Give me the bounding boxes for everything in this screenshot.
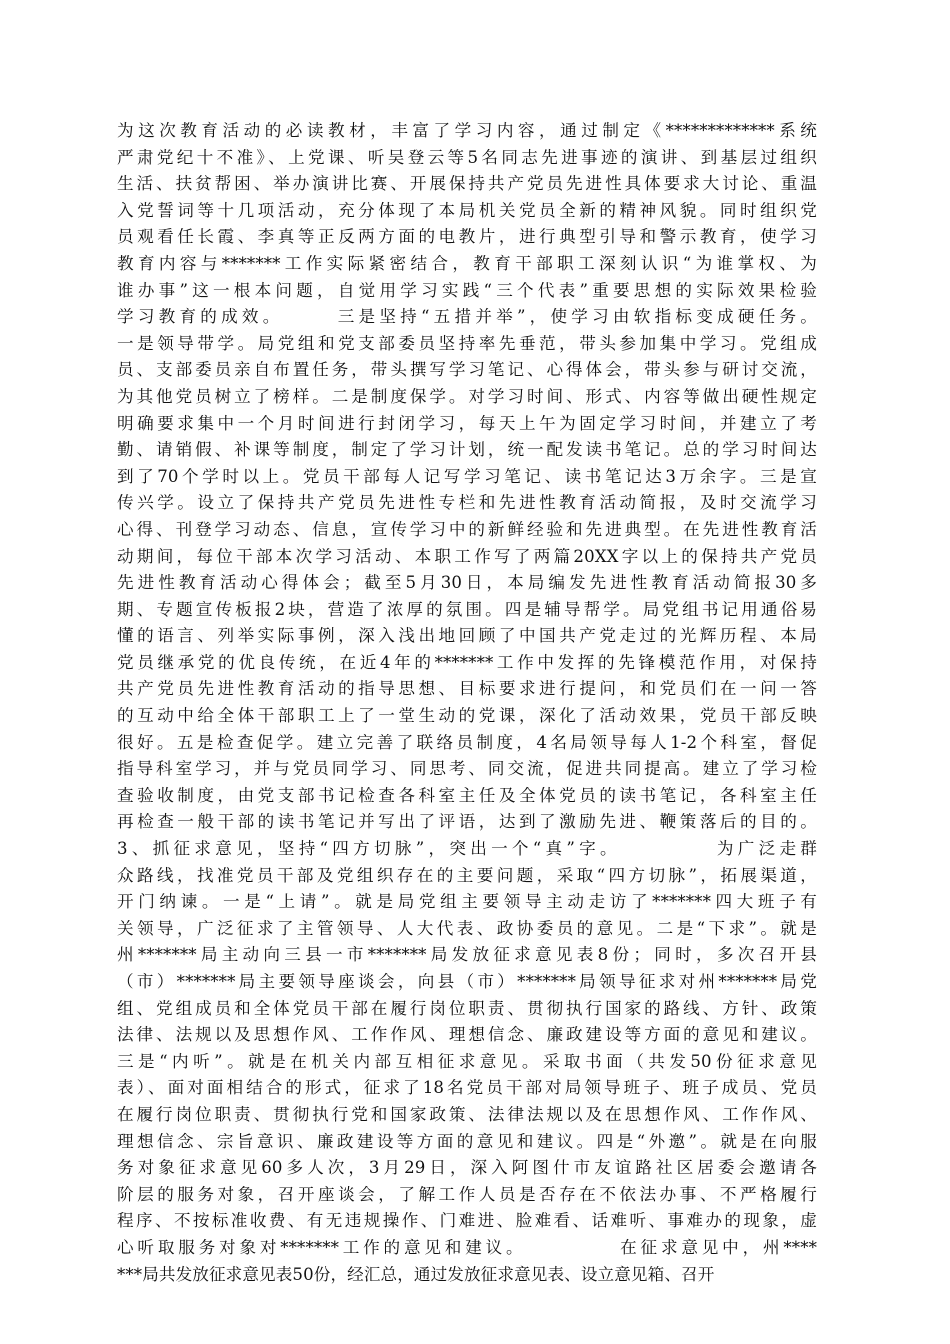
text-line: 教育内容与*******工作实际紧密结合，教育干部职工深刻认识“为谁掌权、为 xyxy=(117,253,817,273)
text-line: 传兴学。设立了保持共产党员先进性专栏和先进性教育活动简报，及时交流学习 xyxy=(117,493,817,513)
text-line: 再检查一般干部的读书笔记并写出了评语，达到了激励先进、鞭策落后的目的。 xyxy=(117,812,817,832)
text-line: 期、专题宣传板报2块，营造了浓厚的氛围。四是辅导帮学。局党组书记用通俗易 xyxy=(117,599,817,619)
text-line: 员观看任长霞、李真等正反两方面的电教片，进行典型引导和警示教育，使学习 xyxy=(117,227,817,247)
text-line: 严肃党纪十不准》、上党课、听吴登云等5名同志先进事迹的演讲、到基层过组织 xyxy=(117,147,817,167)
text-line: 勤、请销假、补课等制度，制定了学习计划，统一配发读书笔记。总的学习时间达 xyxy=(117,440,817,460)
text-line: 谁办事”这一根本问题，自觉用学习实践“三个代表”重要思想的实际效果检验 xyxy=(117,280,817,300)
text-line: 心听取服务对象对*******工作的意见和建议。 在征求意见中，州**** xyxy=(117,1237,817,1257)
text-line: 生活、扶贫帮困、举办演讲比赛、开展保持共产党员先进性具体要求大讨论、重温 xyxy=(117,174,817,194)
text-line: 表）、面对面相结合的形式，征求了18名党员干部对局领导班子、班子成员、党员 xyxy=(117,1078,817,1098)
text-line: 先进性教育活动心得体会；截至5月30日，本局编发先进性教育活动简报30多 xyxy=(117,573,817,593)
text-line: ***局共发放征求意见表50份，经汇总，通过发放征求意见表、设立意见箱、召开 xyxy=(117,1264,715,1284)
text-line: 共产党员先进性教育活动的指导思想、目标要求进行提问，和党员们在一问一答 xyxy=(117,679,817,699)
text-line: 3、抓征求意见，坚持“四方切脉”，突出一个“真”字。 为广泛走群 xyxy=(117,839,817,859)
text-line: 开门纳谏。一是“上请”。就是局党组主要领导主动走访了*******四大班子有 xyxy=(117,892,817,912)
text-line: 明确要求集中一个月时间进行封闭学习，每天上午为固定学习时间，并建立了考 xyxy=(117,413,817,433)
text-line: 很好。五是检查促学。建立完善了联络员制度，4名局领导每人1-2个科室，督促 xyxy=(117,732,817,752)
text-line: 指导科室学习，并与党员同学习、同思考、同交流，促进共同提高。建立了学习检 xyxy=(117,759,817,779)
text-line: 党员继承党的优良传统，在近4年的*******工作中发挥的先锋模范作用，对保持 xyxy=(117,652,817,672)
text-line: 州*******局主动向三县一市*******局发放征求意见表8份；同时，多次召开县 xyxy=(117,945,817,965)
text-line: 动期间，每位干部本次学习活动、本职工作写了两篇20XX字以上的保持共产党员 xyxy=(117,546,817,566)
text-line: 关领导，广泛征求了主管领导、人大代表、政协委员的意见。二是“下求”。就是 xyxy=(117,918,817,938)
text-line: 到了70个学时以上。党员干部每人记写学习笔记、读书笔记达3万余字。三是宣 xyxy=(117,466,817,486)
text-line: 员、支部委员亲自布置任务，带头撰写学习笔记、心得体会，带头参与研讨交流， xyxy=(117,360,817,380)
text-line: 一是领导带学。局党组和党支部委员坚持率先垂范，带头参加集中学习。党组成 xyxy=(117,333,817,353)
text-line: 三是“内听”。就是在机关内部互相征求意见。采取书面（共发50份征求意见 xyxy=(117,1051,817,1071)
text-line: 阶层的服务对象，召开座谈会，了解工作人员是否存在不依法办事、不严格履行 xyxy=(117,1184,817,1204)
text-line: 法律、法规以及思想作风、工作作风、理想信念、廉政建设等方面的意见和建议。 xyxy=(117,1025,817,1045)
body-text xyxy=(117,118,817,1288)
text-line: （市）*******局主要领导座谈会，向县（市）*******局领导征求对州*******局党 xyxy=(117,972,817,991)
text-line: 的互动中给全体干部职工上了一堂生动的党课，深化了活动效果，党员干部反映 xyxy=(117,706,817,726)
text-line: 懂的语言、列举实际事例，深入浅出地回顾了中国共产党走过的光辉历程、本局 xyxy=(117,626,817,646)
text-line: 理想信念、宗旨意识、廉政建设等方面的意见和建议。四是“外邀”。就是在向服 xyxy=(117,1131,817,1151)
text-line: 众路线，找准党员干部及党组织存在的主要问题，采取“四方切脉”，拓展渠道， xyxy=(117,865,817,885)
text-line: 在履行岗位职责、贯彻执行党和国家政策、法律法规以及在思想作风、工作作风、 xyxy=(117,1104,817,1124)
text-line: 入党誓词等十几项活动，充分体现了本局机关党员全新的精神风貌。同时组织党 xyxy=(117,200,817,220)
text-line: 为其他党员树立了榜样。二是制度保学。对学习时间、形式、内容等做出硬性规定 xyxy=(117,386,817,406)
text-line: 为这次教育活动的必读教材，丰富了学习内容，通过制定《*************系统 xyxy=(117,121,817,140)
text-line: 心得、刊登学习动态、信息，宣传学习中的新鲜经验和先进典型。在先进性教育活 xyxy=(117,519,817,539)
text-line: 查验收制度，由党支部书记检查各科室主任及全体党员的读书笔记，各科室主任 xyxy=(117,785,817,805)
text-line: 程序、不按标准收费、有无违规操作、门难进、脸难看、话难听、事难办的现象，虚 xyxy=(117,1211,817,1231)
text-line: 务对象征求意见60多人次，3月29日，深入阿图什市友谊路社区居委会邀请各 xyxy=(117,1158,817,1178)
text-line: 学习教育的成效。 三是坚持“五措并举”，使学习由软指标变成硬任务。 xyxy=(117,307,817,327)
text-line: 组、党组成员和全体党员干部在履行岗位职责、贯彻执行国家的路线、方针、政策 xyxy=(117,998,817,1018)
